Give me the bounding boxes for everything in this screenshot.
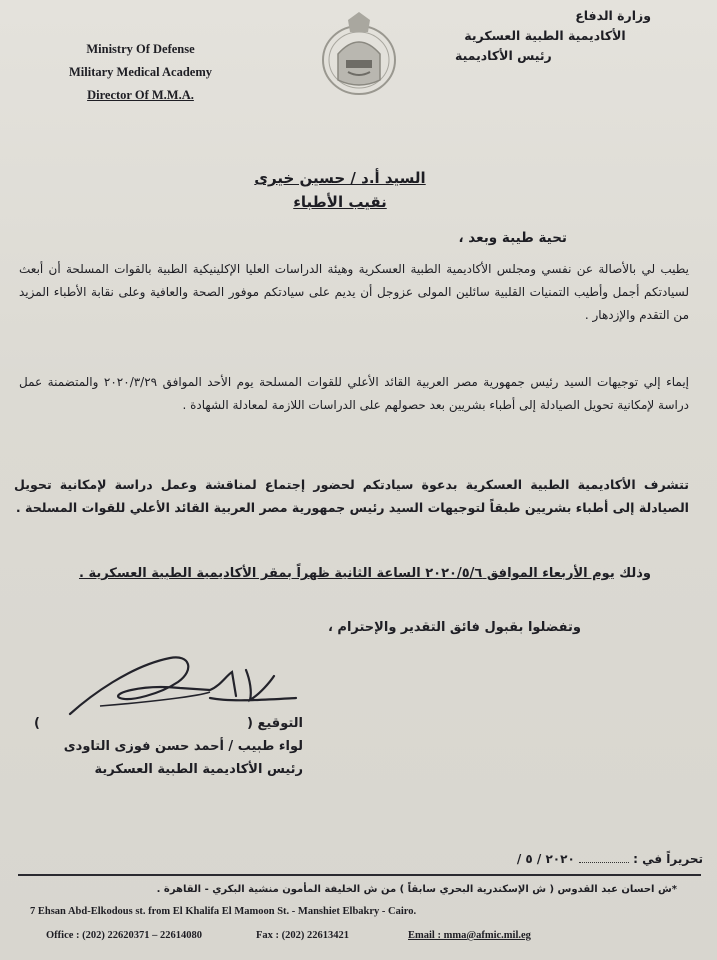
english-letterhead — [48, 38, 233, 107]
office-phone: Office : (202) 22620371 – 22614080 — [46, 930, 203, 941]
academy-emblem-icon — [318, 10, 400, 98]
closing-line: وتفضلوا بقبول فائق التقدير والإحترام ، — [327, 620, 581, 635]
addressee — [220, 166, 460, 214]
ministry-name-ar: وزارة الدفاع — [575, 8, 651, 23]
issue-date — [517, 852, 703, 866]
signature-close-paren: ) — [34, 716, 40, 731]
footer-address-ar: *ش احسان عبد القدوس ( ش الإسكندرية البحري سابقاً ) من ش الخليفة المأمون منشية البكري - القاهرة . — [156, 884, 677, 895]
paragraph-directive: إيماء إلي توجيهات السيد رئيس جمهورية مصر العربية القائد الأعلي للقوات المسلحة يوم الأحد الموافق ٢٠٢٠/٣/٢٩ والمتضمنة عمل دراسة لإمكانية تحويل الصيادلة إلى أطباء بشريين بعد حصولهم على الدراسات اللازمة لمعادلة الشهادة . — [19, 375, 689, 412]
date-label: تحريراً في : — [633, 852, 703, 866]
signatory-name: لواء طبيب / أحمد حسن فوزى التاودى — [63, 739, 303, 754]
footer-divider — [18, 874, 701, 876]
arabic-letterhead — [435, 6, 655, 66]
meeting-details — [79, 566, 651, 581]
director-title-en: Director Of M.M.A. — [87, 88, 194, 102]
greeting: تحية طيبة وبعد ، — [458, 230, 567, 246]
email-address: Email : mma@afmic.mil.eg — [408, 930, 531, 941]
addressee-name: السيد أ.د / حسين خيرى — [254, 169, 426, 187]
date-value: ٢٠٢٠ / ٥ / — [516, 852, 575, 866]
academy-name-en: Military Medical Academy — [68, 65, 213, 79]
meeting-prefix: وذلك — [619, 566, 651, 581]
addressee-title: نقيب الأطباء — [293, 193, 387, 211]
signatory-title: رئيس الأكاديمية الطبية العسكرية — [94, 762, 303, 777]
ministry-name-en: Ministry Of Defense — [86, 42, 195, 56]
paragraph-invitation: تتشرف الأكاديمية الطبية العسكرية بدعوة سيادتكم لحضور إجتماع لمناقشة وعمل دراسة لإمكانية تحويل الصيادلة إلى أطباء بشريين طبقاً لتوجيهات السيد رئيس جمهورية مصر العربية القائد الأعلي للقوات المسلحة . — [14, 477, 689, 515]
fax-number: Fax : (202) 22613421 — [256, 930, 350, 941]
signature-block — [28, 712, 303, 781]
footer-address-en: 7 Ehsan Abd-Elkodous st. from El Khalifa El Mamoon St. - Manshiet Elbakry - Cairo. — [30, 906, 417, 917]
paragraph-intro: يطيب لي بالأصالة عن نفسي ومجلس الأكاديمية الطبية العسكرية وهيئة الدراسات العليا الإكلينيكية الطبية بالقوات المسلحة أن أبعث لسيادتكم أجمل وأطيب التمنيات القلبية سائلين المولى عزوجل أن يديم على سيادتكم موفور الصحة والعافية وعلى نقابة الأطباء المزيد من التقدم والإزدهار . — [19, 262, 689, 322]
date-dots — [579, 862, 629, 863]
meeting-date-text: يوم الأربعاء الموافق ٢٠٢٠/٥/٦ الساعة الثانية ظهراً بمقر الأكاديمية الطبية العسكرية . — [78, 566, 615, 581]
director-title-ar: رئيس الأكاديمية — [455, 48, 552, 63]
academy-name-ar: الأكاديمية الطبية العسكرية — [464, 28, 626, 43]
signature-label: التوقيع ( — [247, 716, 303, 731]
